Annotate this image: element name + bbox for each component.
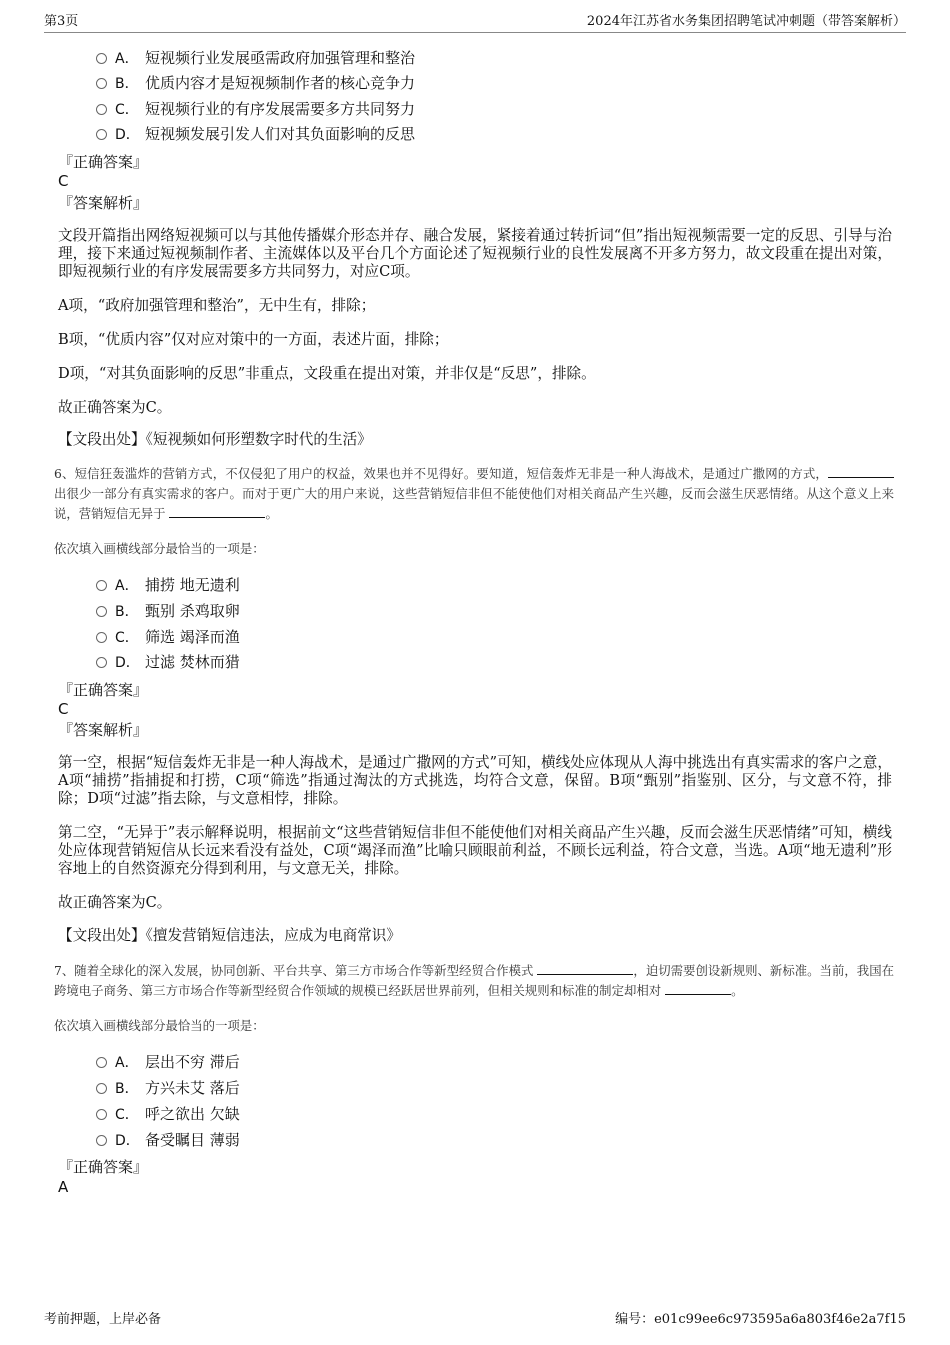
q5-source: 【文段出处】《短视频如何形塑数字时代的生活》 bbox=[58, 431, 372, 448]
q5-analysis-paragraph-4: D项，“对其负面影响的反思”非重点，文段重在提出对策，并非仅是“反思”，排除。 bbox=[58, 365, 596, 382]
q5-analysis-paragraph-1: 文段开篇指出网络短视频可以与其他传播媒介形态并存、融合发展，紧接着通过转折词“但”指出短视频需要一定的反思、引导与治理，接下来通过短视频制作者、主流媒体以及平台几个方面论述了短视频行业的良性发展离不开多方努力，故文段重在提出对策，即短视频行业的有序发展需要多方共同努力，对应C项。 bbox=[58, 227, 892, 280]
q5-analysis-paragraph-2: A项，“政府加强管理和整治”，无中生有，排除； bbox=[58, 297, 376, 314]
q6-analysis-paragraph-2: 第二空，“无异于”表示解释说明，根据前文“这些营销短信非但不能使他们对相关商品产生兴趣，反而会滋生厌恶情绪”可知，横线处应体现营销短信从长远来看没有益处，C项“竭泽而渔”比喻只顾眼前利益，不顾长远利益，符合文意，当选。A项“地无遗利”形容地上的自然资源充分得到利用，与文意无关，排除。 bbox=[58, 824, 892, 877]
q7-option-b[interactable]: B． 方兴未艾 落后 bbox=[96, 1078, 240, 1099]
q6-analysis-label: 『答案解析』 bbox=[58, 721, 149, 739]
q6-prompt: 依次填入画横线部分最恰当的一项是： bbox=[54, 541, 265, 556]
document-title: 2024年江苏省水务集团招聘笔试冲刺题（带答案解析） bbox=[586, 14, 906, 29]
q7-question-text: 7、随着全球化的深入发展，协同创新、平台共享、第三方市场合作等新型经贸合作模式 ，迫切需要创设新规则、新标准。当前，我国在跨境电子商务、第三方市场合作等新型经贸合作领域的规模已经跃居世界前列，但相关规则和标准的制定却相对 。 bbox=[54, 963, 894, 998]
radio-icon[interactable] bbox=[96, 53, 107, 64]
radio-icon[interactable] bbox=[96, 606, 107, 617]
q5-option-a[interactable]: A． 短视频行业发展亟需政府加强管理和整治 bbox=[96, 48, 415, 69]
q6-option-c[interactable]: C． 筛选 竭泽而渔 bbox=[96, 627, 240, 648]
blank-line bbox=[537, 962, 633, 975]
q6-answer-label: 『正确答案』 bbox=[58, 681, 149, 699]
radio-icon[interactable] bbox=[96, 1135, 107, 1146]
q5-answer-label: 『正确答案』 bbox=[58, 153, 149, 171]
q6-question-text: 6、短信狂轰滥炸的营销方式，不仅侵犯了用户的权益，效果也并不见得好。要知道，短信轰炸无非是一种人海战术，是通过广撒网的方式，出很少一部分有真实需求的客户。而对于更广大的用户来说，这些营销短信非但不能使他们对相关商品产生兴趣，反而会滋生厌恶情绪。从这个意义上来说，营销短信无异于 。 bbox=[54, 466, 894, 521]
q5-option-d[interactable]: D． 短视频发展引发人们对其负面影响的反思 bbox=[96, 124, 415, 145]
blank-line bbox=[169, 505, 265, 518]
q5-option-b[interactable]: B． 优质内容才是短视频制作者的核心竞争力 bbox=[96, 73, 415, 94]
q6-answer: C bbox=[58, 700, 69, 718]
q5-option-c[interactable]: C． 短视频行业的有序发展需要多方共同努力 bbox=[96, 99, 415, 120]
radio-icon[interactable] bbox=[96, 78, 107, 89]
q6-option-b[interactable]: B． 甄别 杀鸡取卵 bbox=[96, 601, 240, 622]
q7-option-d[interactable]: D． 备受瞩目 薄弱 bbox=[96, 1130, 240, 1151]
q5-analysis-label: 『答案解析』 bbox=[58, 194, 149, 212]
radio-icon[interactable] bbox=[96, 1109, 107, 1120]
q6-analysis-paragraph-3: 故正确答案为C。 bbox=[58, 894, 172, 911]
q5-analysis-paragraph-3: B项，“优质内容”仅对应对策中的一方面，表述片面，排除； bbox=[58, 331, 449, 348]
radio-icon[interactable] bbox=[96, 1083, 107, 1094]
radio-icon[interactable] bbox=[96, 129, 107, 140]
page-footer bbox=[44, 1312, 906, 1330]
blank-line bbox=[828, 465, 894, 478]
radio-icon[interactable] bbox=[96, 580, 107, 591]
radio-icon[interactable] bbox=[96, 657, 107, 668]
q5-analysis-paragraph-5: 故正确答案为C。 bbox=[58, 399, 172, 416]
q6-source: 【文段出处】《擅发营销短信违法，应成为电商常识》 bbox=[58, 927, 401, 944]
q7-option-a[interactable]: A． 层出不穷 滞后 bbox=[96, 1052, 240, 1073]
q7-answer: A bbox=[58, 1178, 69, 1196]
radio-icon[interactable] bbox=[96, 1057, 107, 1068]
q6-option-a[interactable]: A． 捕捞 地无遗利 bbox=[96, 575, 240, 596]
radio-icon[interactable] bbox=[96, 104, 107, 115]
q7-option-c[interactable]: C． 呼之欲出 欠缺 bbox=[96, 1104, 240, 1125]
q6-option-d[interactable]: D． 过滤 焚林而猎 bbox=[96, 652, 240, 673]
q6-analysis-paragraph-1: 第一空，根据“短信轰炸无非是一种人海战术，是通过广撒网的方式”可知，横线处应体现从人海中挑选出有真实需求的客户之意，A项“捕捞”指捕捉和打捞，C项“筛选”指通过淘汰的方式挑选，均符合文意，保留。B项“甄别”指鉴别、区分，与文意不符，排除；D项“过滤”指去除，与文意相悖，排除。 bbox=[58, 754, 892, 807]
footer-slogan: 考前押题，上岸必备 bbox=[44, 1312, 162, 1327]
document-id: 编号：e01c99ee6c973595a6a803f46e2a7f15 bbox=[615, 1312, 906, 1327]
radio-icon[interactable] bbox=[96, 632, 107, 643]
page-number: 第3页 bbox=[44, 14, 79, 29]
blank-line bbox=[665, 982, 731, 995]
q5-answer: C bbox=[58, 172, 69, 190]
page-header bbox=[44, 14, 906, 33]
q7-answer-label: 『正确答案』 bbox=[58, 1158, 149, 1176]
q7-prompt: 依次填入画横线部分最恰当的一项是： bbox=[54, 1018, 265, 1033]
